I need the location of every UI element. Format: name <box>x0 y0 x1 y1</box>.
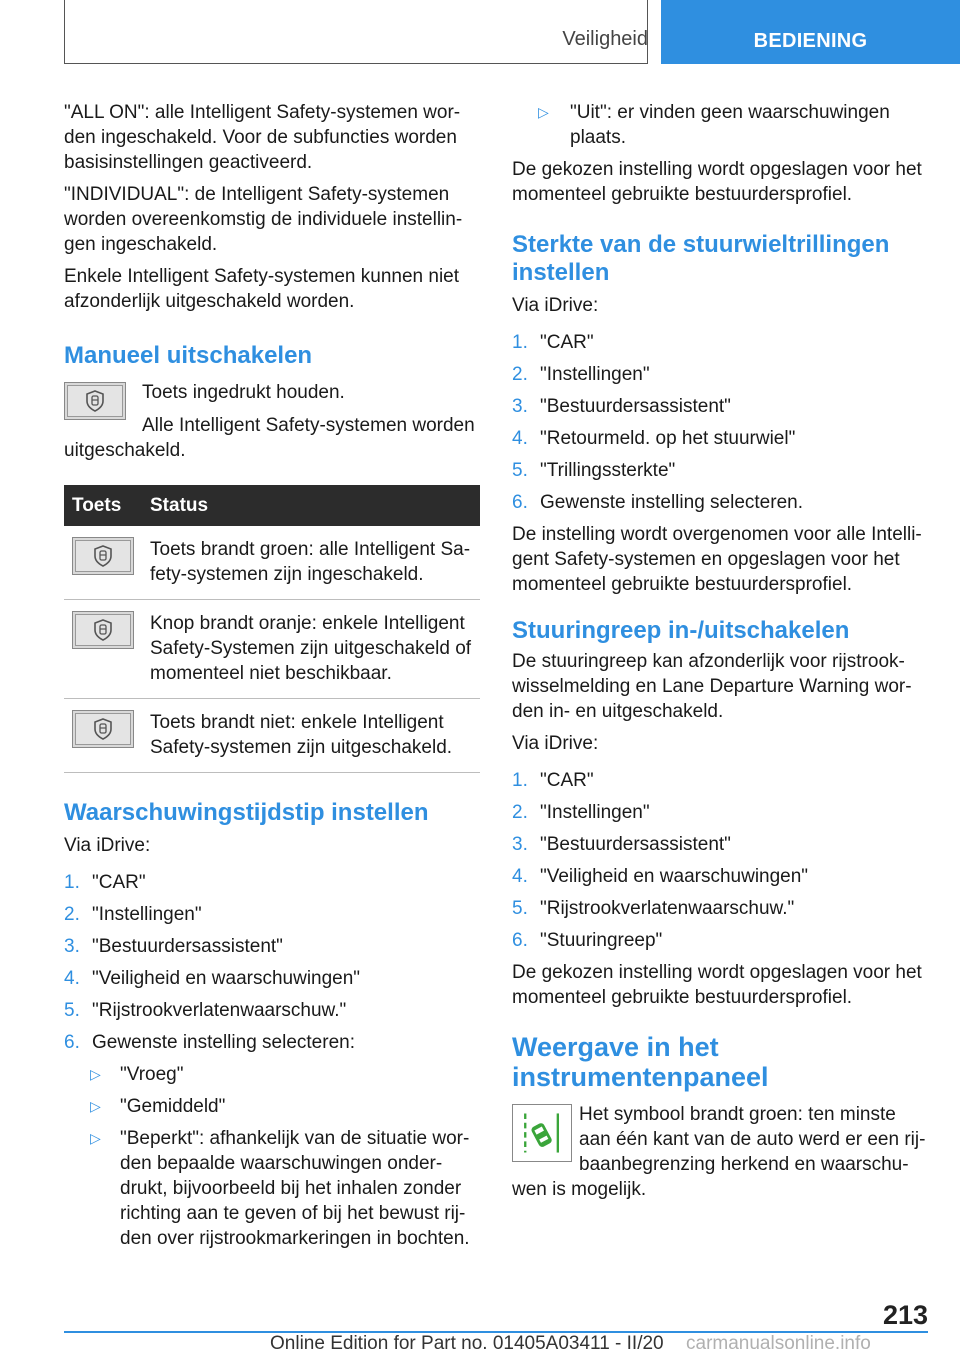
symbol-text-d: wen is mogelijk. <box>512 1179 647 1200</box>
car-shield-icon <box>93 718 113 740</box>
safety-button-icon <box>72 537 134 575</box>
car-shield-icon <box>93 619 113 641</box>
right-column <box>512 100 928 1209</box>
paragraph-some-systems: Enkele Intelligent Safety-systemen kunnen niet afzonderlijk uitgeschakeld worden. <box>64 266 460 312</box>
heading-stuuringreep: Stuuringreep in-/uitschakelen <box>512 617 850 644</box>
table-row <box>64 600 480 699</box>
list-item: 5. "Trillingssterkte" <box>512 460 676 481</box>
safety-button-icon <box>72 710 134 748</box>
steps-waarschuwing <box>64 870 480 1055</box>
symbol-text-a: Het symbool brandt groen: ten minste <box>579 1104 896 1125</box>
paragraph-saved-2: De gekozen instelling wordt opgeslagen voor het momenteel gebruikte bestuurdersprofiel. <box>512 962 922 1008</box>
steps-sterkte <box>512 330 928 515</box>
manual-off-block <box>64 380 480 438</box>
list-item: 2. "Instellingen" <box>512 802 650 823</box>
lane-departure-icon <box>512 1104 572 1162</box>
list-item: ▷ "Uit": er vinden geen waarschuwingen plaats. <box>538 102 890 148</box>
status-orange-text: Knop brandt oranje: enkele Intelligent Safety-Systemen zijn uitgeschakeld of momenteel niet beschikbaar. <box>142 600 480 699</box>
steps-stuuringreep <box>512 768 928 953</box>
heading-manueel-uitschakelen: Manueel uitschakelen <box>64 342 313 369</box>
footer-watermark: carmanualsonline.info <box>686 1333 871 1354</box>
symbol-text-c: baanbegrenzing herkend en waarschu- <box>579 1154 909 1175</box>
manual-off-text-3: uitgeschakeld. <box>64 440 186 461</box>
paragraph-stuuringreep: De stuuringreep kan afzonderlijk voor rijstrook-wisselmelding en Lane Departure Warning wor-den in- en uitgeschakeld. <box>512 651 912 722</box>
paragraph-individual: "INDIVIDUAL": de Intelligent Safety-systemen worden overeenkomstig de individuele instellin-gen ingeschakeld. <box>64 184 463 255</box>
table-row <box>64 526 480 600</box>
list-item: 1. "CAR" <box>64 872 146 893</box>
list-item: 2. "Instellingen" <box>64 904 202 925</box>
list-item: 5. "Rijstrookverlatenwaarschuw." <box>512 898 795 919</box>
list-item: 3. "Bestuurdersassistent" <box>512 834 731 855</box>
triangle-bullet-icon: ▷ <box>538 104 549 120</box>
list-item: 6. Gewenste instelling selecteren. <box>512 492 803 513</box>
list-item: 4. "Veiligheid en waarschuwingen" <box>64 968 361 989</box>
header-chapter-tab: BEDIENING <box>661 0 960 64</box>
safety-button-icon <box>72 611 134 649</box>
table-header-toets: Toets <box>64 485 142 526</box>
list-item: ▷ "Vroeg" <box>90 1064 184 1085</box>
via-idrive-1: Via iDrive: <box>512 295 599 316</box>
heading-sterkte: Sterkte van de stuurwieltrillingen instellen <box>512 231 890 286</box>
triangle-bullet-icon: ▷ <box>90 1098 101 1114</box>
left-column <box>64 100 480 1258</box>
table-header-status: Status <box>142 485 480 526</box>
car-shield-icon <box>85 390 105 412</box>
header-frame <box>64 0 648 64</box>
heading-waarschuwingstijdstip: Waarschuwingstijdstip instellen <box>64 799 429 826</box>
list-item: 3. "Bestuurdersassistent" <box>64 936 283 957</box>
page-number: 213 <box>882 1300 928 1330</box>
triangle-bullet-icon: ▷ <box>90 1066 101 1082</box>
via-idrive: Via iDrive: <box>64 835 151 856</box>
symbol-block <box>512 1102 928 1177</box>
status-green-text: Toets brandt groen: alle Intelligent Sa-fety-systemen zijn ingeschakeld. <box>142 526 480 600</box>
paragraph-all-on: "ALL ON": alle Intelligent Safety-systemen wor-den ingeschakeld. Voor de subfuncties worden basisinstellingen geactiveerd. <box>64 102 461 173</box>
list-item: ▷ "Gemiddeld" <box>90 1096 226 1117</box>
footer-edition: Online Edition for Part no. 01405A03411 - II/20 <box>270 1333 664 1354</box>
manual-off-text-2: Alle Intelligent Safety-systemen worden <box>142 415 475 436</box>
list-item: 4. "Retourmeld. op het stuurwiel" <box>512 428 796 449</box>
paragraph-saved-1: De gekozen instelling wordt opgeslagen voor het momenteel gebruikte bestuurdersprofiel. <box>512 159 922 205</box>
list-item: 2. "Instellingen" <box>512 364 650 385</box>
list-item: 1. "CAR" <box>512 332 594 353</box>
triangle-bullet-icon: ▷ <box>90 1130 101 1146</box>
heading-weergave: Weergave in het instrumentenpaneel <box>512 1032 769 1092</box>
symbol-text-b: aan één kant van de auto werd er een rij- <box>579 1129 926 1150</box>
paragraph-all-systems: De instelling wordt overgenomen voor alle Intelli-gent Safety-systemen en opgeslagen voor het momenteel gebruikte bestuurdersprofiel. <box>512 524 922 595</box>
list-item: 6. Gewenste instelling selecteren: <box>64 1032 355 1053</box>
table-row <box>64 699 480 773</box>
list-item: 3. "Bestuurdersassistent" <box>512 396 731 417</box>
header-section-title: Veiligheid <box>562 28 648 50</box>
manual-off-text-1: Toets ingedrukt houden. <box>142 382 345 403</box>
list-item: 5. "Rijstrookverlatenwaarschuw." <box>64 1000 347 1021</box>
list-item: 1. "CAR" <box>512 770 594 791</box>
sub-options-cont <box>512 100 928 150</box>
car-shield-icon <box>93 545 113 567</box>
list-item: 4. "Veiligheid en waarschuwingen" <box>512 866 809 887</box>
sub-options <box>64 1062 480 1251</box>
status-table <box>64 485 480 773</box>
status-off-text: Toets brandt niet: enkele Intelligent Safety-systemen zijn uitgeschakeld. <box>142 699 480 773</box>
via-idrive-2: Via iDrive: <box>512 733 599 754</box>
list-item: ▷ "Beperkt": afhankelijk van de situatie wor-den bepaalde waarschuwingen onder-drukt, bijvoorbeeld bij het inhalen zonder richting aan te geven of bij het bewust rij-den over rijstrookmarkeringen in bochten. <box>90 1128 470 1249</box>
safety-button-icon <box>64 382 126 420</box>
list-item: 6. "Stuuringreep" <box>512 930 663 951</box>
